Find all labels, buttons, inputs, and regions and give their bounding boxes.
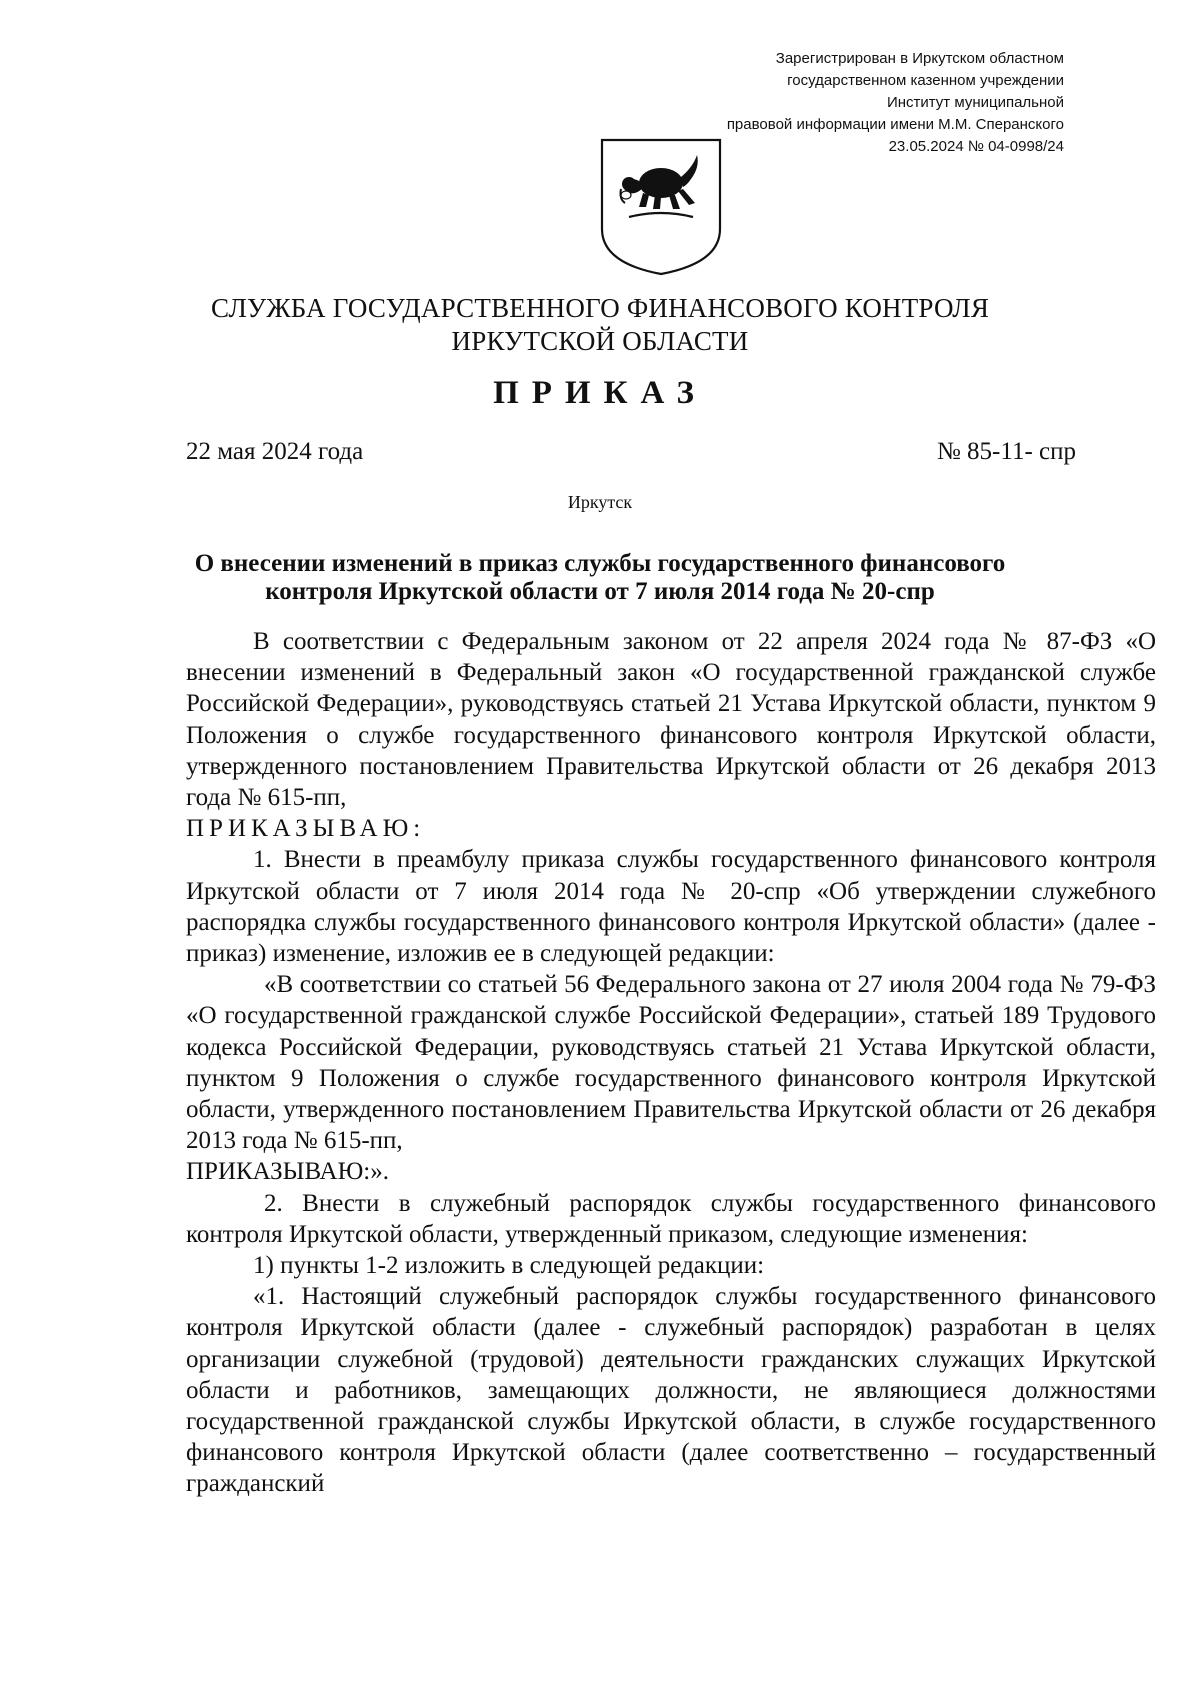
- item-1-paragraph: 1. Внести в преамбулу приказа службы государственного финансового контроля Иркутской области от 7 июля 2014 года № 20-спр «Об утверждении служебного распорядка службы государственного финансового контроля Иркутской области» (далее - приказ) изменение, изложив ее в следующей редакции:: [186, 846, 1156, 968]
- registration-line: правовой информации имени М.М. Сперанского: [726, 116, 1064, 133]
- document-city: Иркутск: [567, 492, 633, 512]
- document-title: [150, 550, 1050, 606]
- document-type: ПРИКАЗ: [493, 375, 707, 411]
- document-title-line2: контроля Иркутской области от 7 июля 2014 года № 20-спр: [265, 578, 935, 605]
- item-2-subitem-1-text: «1. Настоящий служебный распорядок службы государственного финансового контроля Иркутской области (далее - служебный распорядок) разработан в целях организации служебной (трудовой) деятельности гражданских служащих Иркутской области и работников, замещающих должности, не являющиеся должностями государственной гражданской службы Иркутской области, в службе государственного финансового контроля Иркутской области (далее соответственно – государственный гражданский: [186, 1283, 1156, 1498]
- organization-name: [0, 292, 1200, 358]
- item-2-subitem-1: 1) пункты 1-2 изложить в следующей редакции:: [253, 1252, 765, 1280]
- registration-line: Институт муниципальной: [886, 94, 1064, 111]
- registration-line: 23.05.2024 № 04-0998/24: [888, 138, 1064, 155]
- order-word: ПРИКАЗЫВАЮ:: [186, 815, 426, 843]
- preamble-paragraph: В соответствии с Федеральным законом от 22 апреля 2024 года № 87-ФЗ «О внесении изменений в Федеральный закон «О государственной гражданской службе Российской Федерации», руководствуясь статьей 21 Устава Иркутской области, пунктом 9 Положения о службе государственного финансового контроля Иркутской области, утвержденного постановлением Правительства Иркутской области от 26 декабря 2013 года № 615-пп,: [186, 628, 1156, 812]
- document-title-line1: О внесении изменений в приказ службы государственного финансового: [194, 550, 1006, 577]
- document-number: № 85-11- спр: [936, 438, 1076, 465]
- organization-name-line1: СЛУЖБА ГОСУДАРСТВЕННОГО ФИНАНСОВОГО КОНТРОЛЯ: [210, 293, 990, 323]
- item-2-paragraph: 2. Внести в служебный распорядок службы государственного финансового контроля Иркутской области, утвержденный приказом, следующие изменения:: [186, 1189, 1156, 1248]
- organization-name-line2: ИРКУТСКОЙ ОБЛАСТИ: [451, 326, 749, 356]
- document-date: 22 мая 2024 года: [186, 438, 364, 465]
- item-1-quote-paragraph: «В соответствии со статьей 56 Федерального закона от 27 июля 2004 года № 79-ФЗ «О государственной гражданской службе Российской Федерации», статьей 189 Трудового кодекса Российской Федерации, руководствуясь статьей 21 Устава Иркутской области, пунктом 9 Положения о службе государственного финансового контроля Иркутской области, утвержденного постановлением Правительства Иркутской области от 26 декабря 2013 года № 615-пп,: [186, 971, 1156, 1155]
- document-body: [186, 626, 1156, 1500]
- registration-line: Зарегистрирован в Иркутском областном: [775, 50, 1064, 67]
- coat-of-arms-icon: [599, 137, 723, 277]
- registration-line: государственном казенном учреждении: [787, 72, 1064, 89]
- item-1-quote-end: ПРИКАЗЫВАЮ:».: [186, 1158, 389, 1186]
